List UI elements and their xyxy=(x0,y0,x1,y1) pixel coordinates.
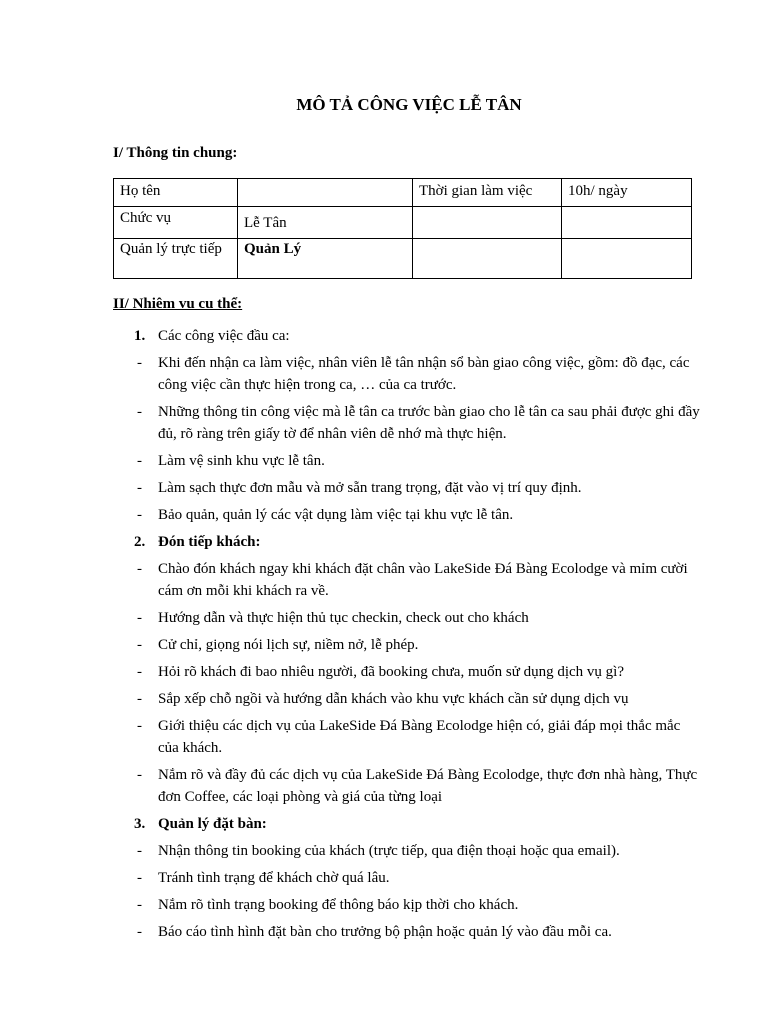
group-heading xyxy=(113,813,703,835)
list-item-text: Chào đón khách ngay khi khách đặt chân vào LakeSide Đá Bàng Ecolodge và mỉm cười cám ơn mỗi khi khách ra về. xyxy=(158,561,688,599)
list-item-text: Những thông tin công việc mà lễ tân ca trước bàn giao cho lễ tân ca sau phải được ghi đầy đủ, rõ ràng trên giấy tờ để nhân viên dễ nhớ mà thực hiện. xyxy=(158,404,700,442)
bullet-dash: - xyxy=(137,691,142,707)
table-cell: Lễ Tân xyxy=(238,207,413,239)
group-number: 3. xyxy=(134,816,146,832)
group-heading-text: Quản lý đặt bàn: xyxy=(158,816,267,832)
bullet-dash: - xyxy=(137,355,142,371)
list-item xyxy=(113,867,703,889)
group-number: 2. xyxy=(134,534,146,550)
list-item-text: Hướng dẫn và thực hiện thủ tục checkin, check out cho khách xyxy=(158,610,529,626)
bullet-dash: - xyxy=(137,637,142,653)
list-item xyxy=(113,450,703,472)
group-number: 1. xyxy=(134,328,146,344)
bullet-dash: - xyxy=(137,664,142,680)
bullet-dash: - xyxy=(137,610,142,626)
list-item xyxy=(113,558,703,602)
group-heading-text: Các công việc đầu ca: xyxy=(158,328,290,344)
list-item-text: Giới thiệu các dịch vụ của LakeSide Đá Bàng Ecolodge hiện có, giải đáp mọi thắc mắc của khách. xyxy=(158,718,681,756)
list-item-text: Nhận thông tin booking của khách (trực tiếp, qua điện thoại hoặc qua email). xyxy=(158,843,620,859)
table-cell: Họ tên xyxy=(114,179,238,207)
group-heading xyxy=(113,531,703,553)
group-heading-text: Đón tiếp khách: xyxy=(158,534,261,550)
list-item xyxy=(113,607,703,629)
table-cell: Thời gian làm việc xyxy=(413,179,562,207)
list-item xyxy=(113,634,703,656)
table-cell xyxy=(413,239,562,279)
bullet-dash: - xyxy=(137,718,142,734)
section-general-info-heading: I/ Thông tin chung: xyxy=(113,145,238,161)
list-item-text: Tránh tình trạng để khách chờ quá lâu. xyxy=(158,870,390,886)
bullet-dash: - xyxy=(137,924,142,940)
table-row xyxy=(114,239,692,279)
list-item-text: Sắp xếp chỗ ngồi và hướng dẫn khách vào khu vực khách cần sử dụng dịch vụ xyxy=(158,691,629,707)
list-item-text: Nắm rõ và đầy đủ các dịch vụ của LakeSide Đá Bàng Ecolodge, thực đơn nhà hàng, Thực đơn Coffee, các loại phòng và giá của từng loại xyxy=(158,767,698,805)
list-item-text: Làm vệ sinh khu vực lễ tân. xyxy=(158,453,325,469)
list-item xyxy=(113,688,703,710)
list-item-text: Bảo quản, quản lý các vật dụng làm việc tại khu vực lễ tân. xyxy=(158,507,514,523)
bullet-dash: - xyxy=(137,561,142,577)
list-item xyxy=(113,764,703,808)
list-item-text: Nắm rõ tình trạng booking để thông báo kịp thời cho khách. xyxy=(158,897,519,913)
table-cell: Chức vụ xyxy=(114,207,238,239)
list-item-text: Khi đến nhận ca làm việc, nhân viên lễ tân nhận sổ bàn giao công việc, gồm: đồ đạc, các công việc cần thực hiện trong ca, … của ca trước. xyxy=(158,355,690,393)
list-item-text: Làm sạch thực đơn mẫu và mở sẵn trang trọng, đặt vào vị trí quy định. xyxy=(158,480,582,496)
table-row xyxy=(114,179,692,207)
document-title: MÔ TẢ CÔNG VIỆC LỄ TÂN xyxy=(296,95,522,114)
table-cell xyxy=(413,207,562,239)
list-item xyxy=(113,921,703,943)
table-cell xyxy=(562,207,692,239)
bullet-dash: - xyxy=(137,404,142,420)
table-cell: 10h/ ngày xyxy=(562,179,692,207)
table-row xyxy=(114,207,692,239)
list-item xyxy=(113,477,703,499)
bullet-dash: - xyxy=(137,767,142,783)
bullet-dash: - xyxy=(137,453,142,469)
list-item-text: Hỏi rõ khách đi bao nhiêu người, đã booking chưa, muốn sử dụng dịch vụ gì? xyxy=(158,664,624,680)
list-item-text: Cử chỉ, giọng nói lịch sự, niềm nở, lễ phép. xyxy=(158,637,419,653)
task-list xyxy=(113,325,703,948)
bullet-dash: - xyxy=(137,507,142,523)
group-heading xyxy=(113,325,703,347)
list-item xyxy=(113,894,703,916)
info-table xyxy=(113,178,692,279)
table-cell xyxy=(238,179,413,207)
list-item xyxy=(113,715,703,759)
section-tasks-heading: II/ Nhiêm vu cu thể: xyxy=(113,296,243,312)
bullet-dash: - xyxy=(137,870,142,886)
bullet-dash: - xyxy=(137,480,142,496)
list-item xyxy=(113,352,703,396)
bullet-dash: - xyxy=(137,843,142,859)
list-item xyxy=(113,661,703,683)
list-item xyxy=(113,504,703,526)
table-cell xyxy=(562,239,692,279)
table-cell: Quản Lý xyxy=(238,239,413,279)
table-cell: Quản lý trực tiếp xyxy=(114,239,238,279)
list-item xyxy=(113,840,703,862)
list-item-text: Báo cáo tình hình đặt bàn cho trưởng bộ phận hoặc quản lý vào đầu mỗi ca. xyxy=(158,924,612,940)
bullet-dash: - xyxy=(137,897,142,913)
list-item xyxy=(113,401,703,445)
